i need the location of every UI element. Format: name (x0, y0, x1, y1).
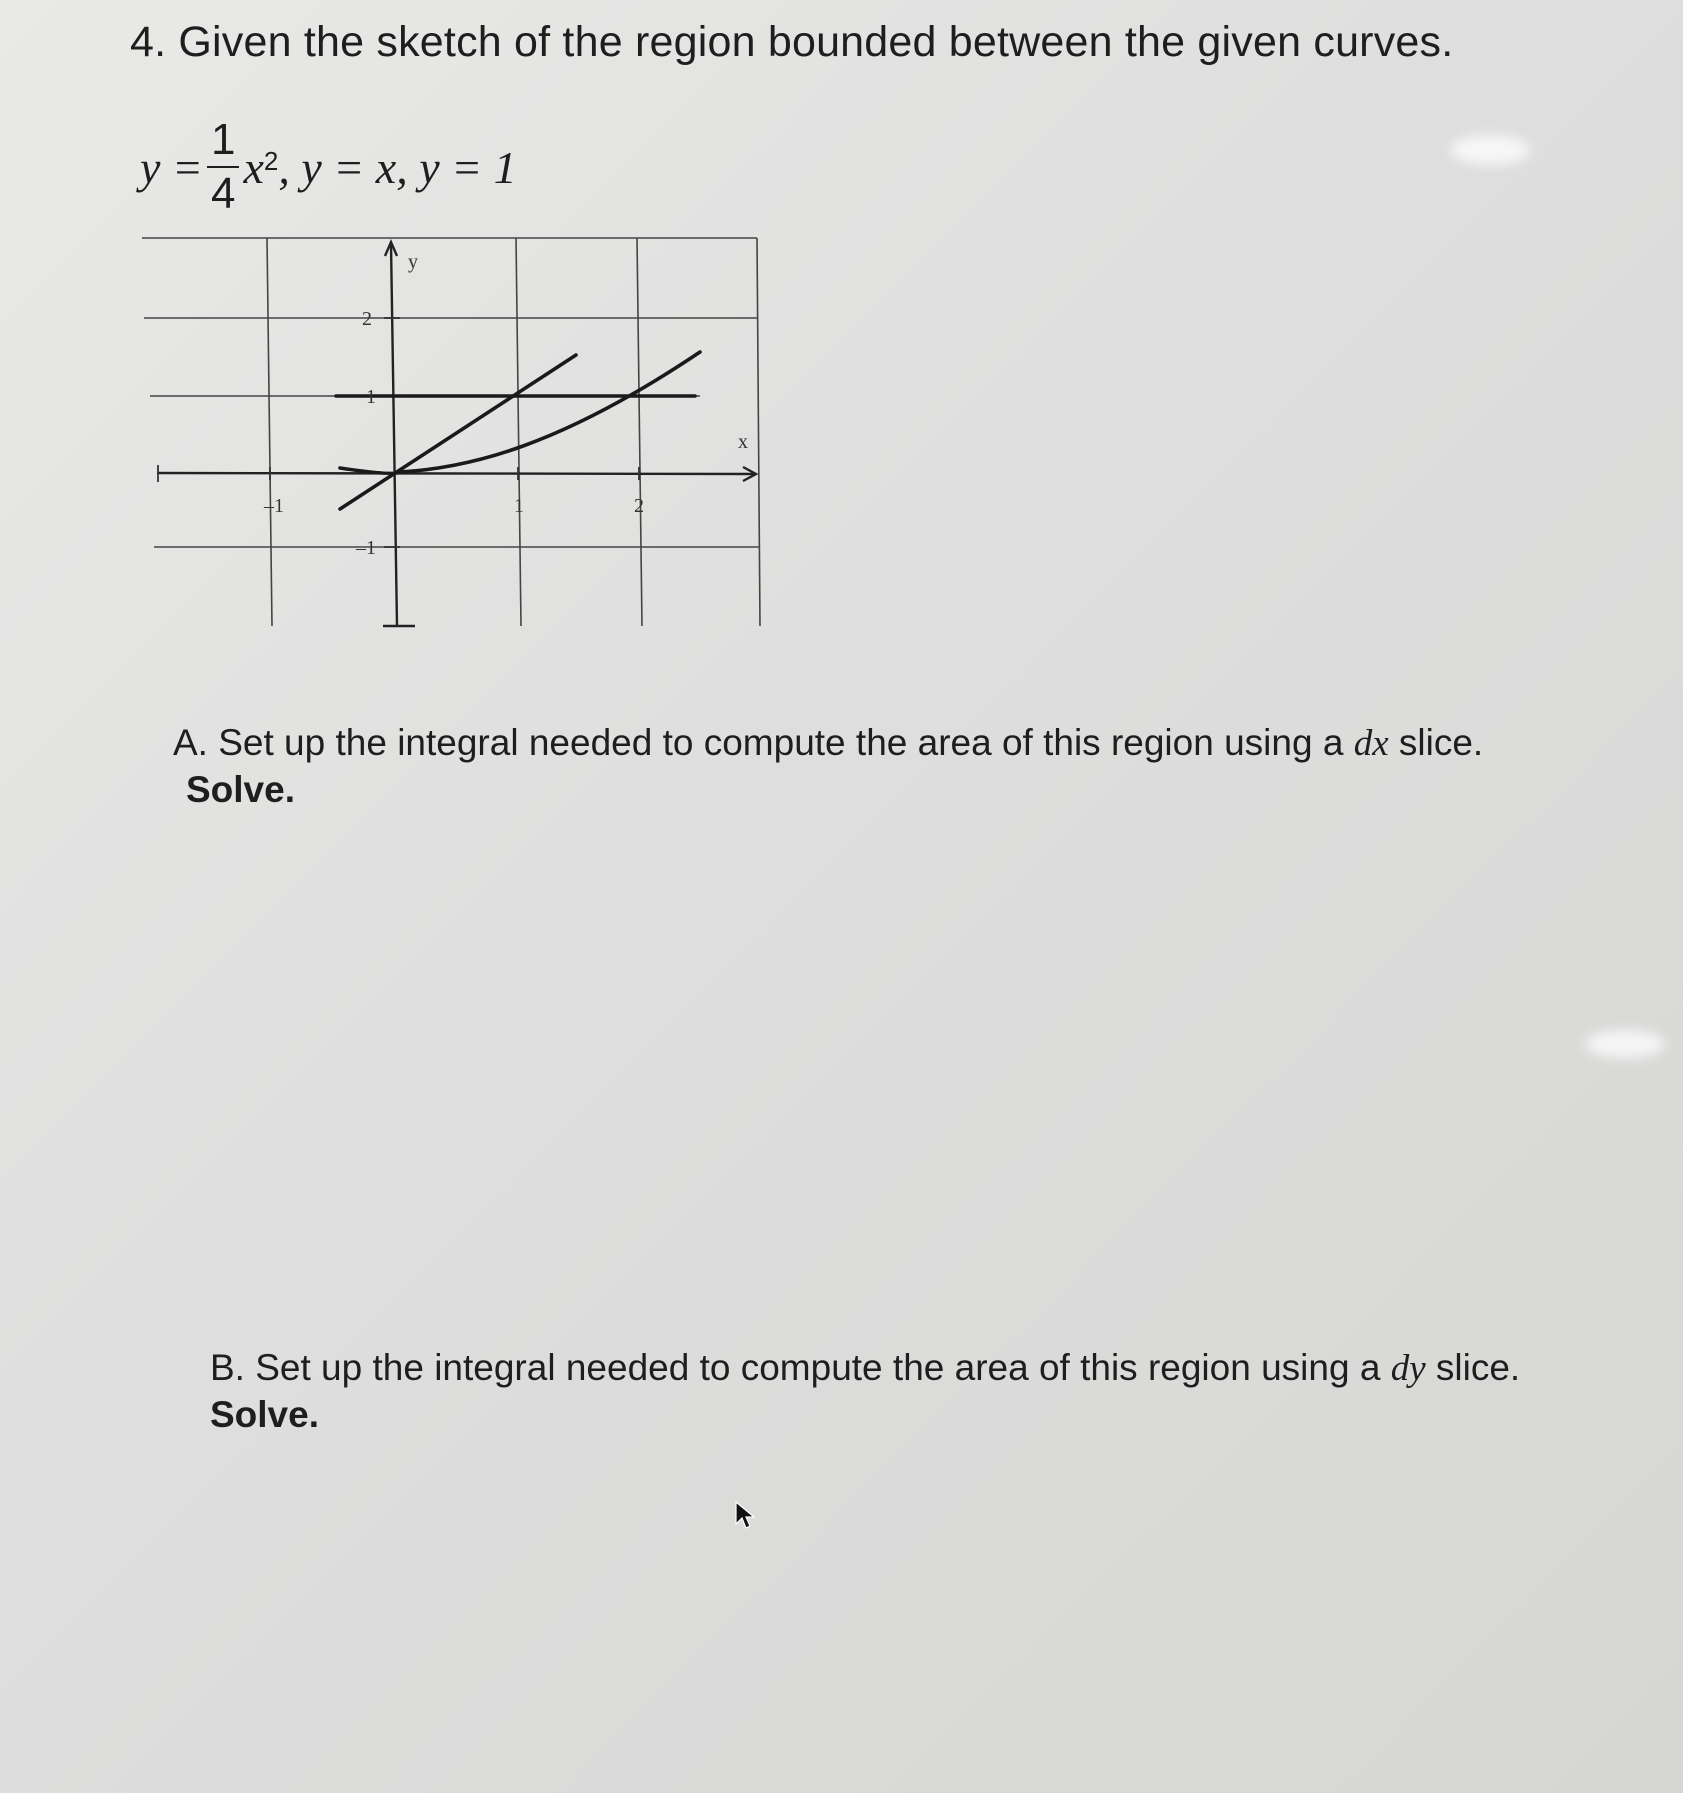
part-a-text: A. Set up the integral needed to compute the area of this region using a (173, 722, 1354, 763)
fraction-denominator: 4 (210, 169, 236, 218)
fraction-numerator: 1 (207, 118, 239, 168)
x-tick-label-m1: –1 (264, 495, 284, 517)
grid-line-x2 (637, 238, 642, 626)
region-graph (140, 236, 765, 631)
part-b-text: B. Set up the integral needed to compute the area of this region using a (210, 1347, 1391, 1388)
x-tick-label-2: 2 (634, 495, 644, 517)
part-a (173, 720, 1483, 814)
equation-x: x (243, 141, 264, 193)
y-axis-label: y (408, 251, 418, 273)
part-b-math: dy (1390, 1348, 1426, 1389)
part-b-text-end: slice. (1425, 1347, 1521, 1388)
equation (140, 115, 517, 218)
grid-right (757, 238, 760, 626)
y-tick-label-2: 2 (362, 308, 372, 330)
line-y-equals-x (340, 355, 576, 509)
mouse-cursor-icon (734, 1500, 758, 1532)
screen-glare (1450, 135, 1530, 165)
y-tick-label-1: 1 (366, 386, 376, 408)
equation-rest: , y = x, y = 1 (278, 141, 517, 193)
part-a-math: dx (1353, 723, 1389, 764)
equation-lhs: y = (140, 141, 203, 193)
question-title: 4. Given the sketch of the region bounded between the given curves. (130, 18, 1454, 66)
part-b (210, 1345, 1520, 1439)
fraction (207, 115, 239, 218)
part-b-solve: Solve. (210, 1394, 319, 1436)
y-axis (391, 244, 397, 626)
part-a-solve: Solve. (186, 769, 295, 811)
grid-line-xm1 (267, 238, 272, 626)
x-axis-label: x (738, 431, 748, 453)
screen-glare (1585, 1030, 1665, 1058)
x-axis (157, 473, 755, 474)
part-a-text-end: slice. (1388, 722, 1484, 763)
equation-exponent: 2 (263, 145, 279, 176)
y-tick-label-m1: –1 (356, 537, 376, 559)
x-tick-label-1: 1 (514, 495, 524, 517)
grid-line-x1 (516, 238, 521, 626)
